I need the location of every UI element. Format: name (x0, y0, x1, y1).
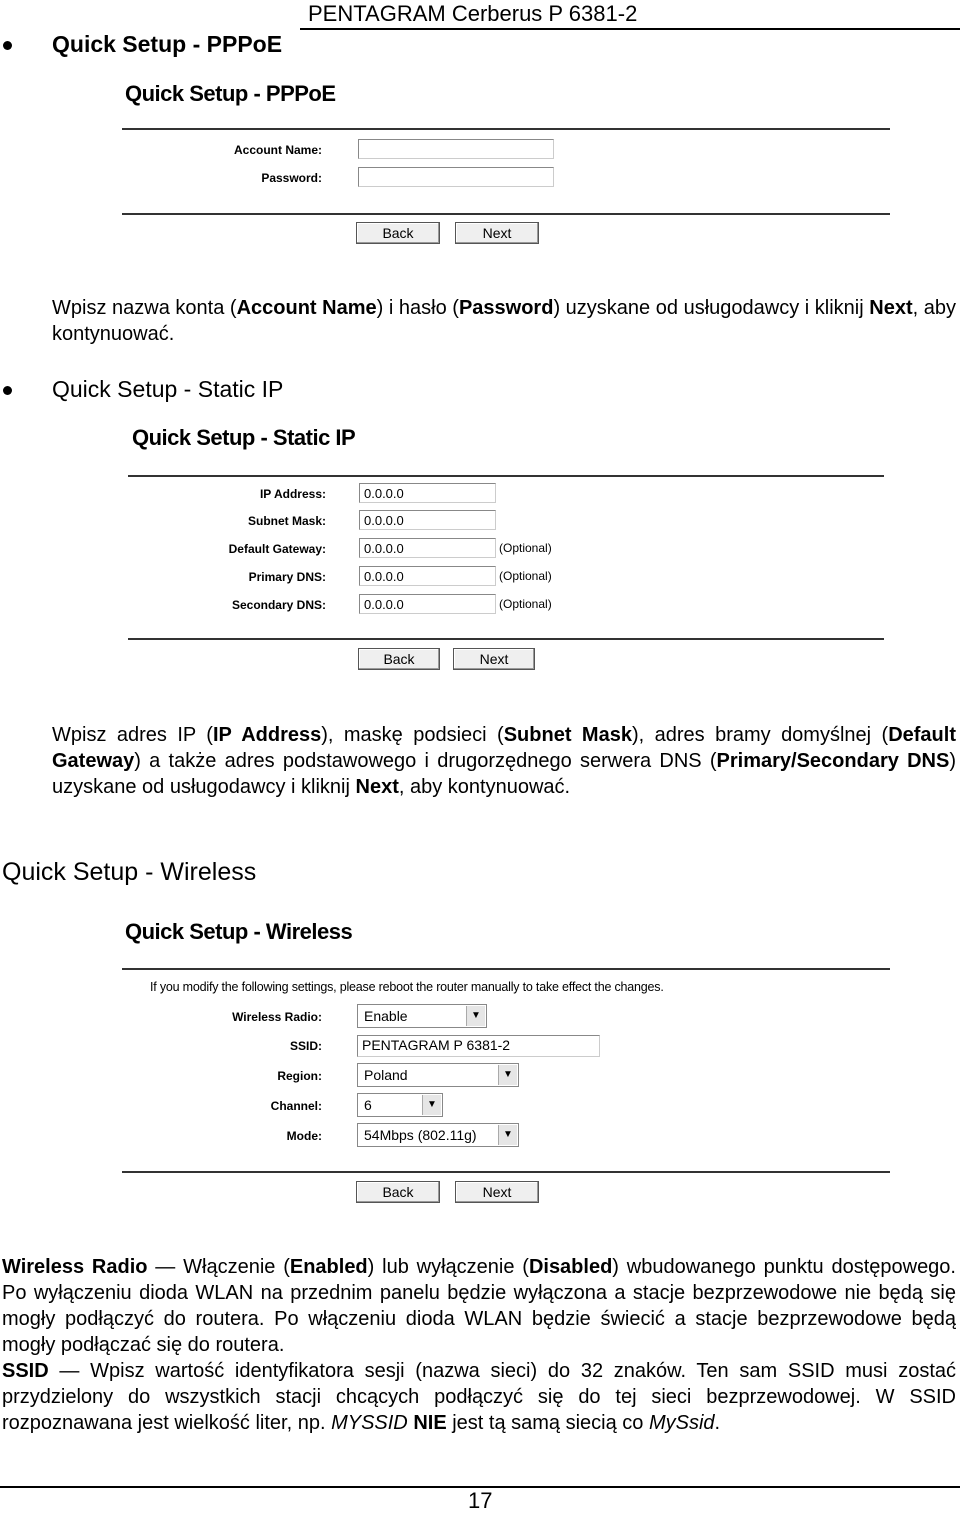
static-ip-description: Wpisz adres IP (IP Address), maskę podsieci (Subnet Mask), adres bramy domyślnej (Default Gateway) a także adres podstawowego i drugorzędnego serwera DNS (Primary/Secondary DNS) uzyskane od usługodawcy i kliknij Next, aby kontynuować. (52, 724, 956, 798)
wireless-bottom-rule (122, 1171, 890, 1173)
chevron-down-icon: ▼ (498, 1065, 517, 1085)
secondary-dns-optional-note: (Optional) (499, 597, 552, 611)
section-heading-static-ip: Quick Setup - Static IP (52, 376, 284, 402)
static-ip-back-button[interactable]: Back (358, 648, 440, 670)
reboot-notice: If you modify the following settings, please reboot the router manually to take effect the changes. (150, 980, 664, 994)
ssid-label: SSID: (289, 1039, 322, 1053)
bullet-static-ip (3, 386, 12, 395)
ip-address-input[interactable]: 0.0.0.0 (359, 483, 496, 503)
wireless-radio-select[interactable] (357, 1004, 487, 1028)
page-number: 17 (468, 1488, 493, 1513)
bullet-pppoe (3, 41, 12, 50)
section-heading-wireless: Quick Setup - Wireless (2, 858, 257, 886)
wireless-back-button[interactable]: Back (356, 1181, 440, 1203)
wireless-top-rule (122, 968, 890, 970)
static-ip-next-button[interactable]: Next (453, 648, 535, 670)
pppoe-description: Wpisz nazwa konta (Account Name) i hasło (Password) uzyskane od usługodawcy i kliknij Next, aby kontynuować. (52, 297, 957, 345)
mode-value: 54Mbps (802.11g) (364, 1127, 477, 1143)
wireless-screenshot (122, 916, 892, 1208)
subnet-mask-label: Subnet Mask: (247, 514, 326, 528)
chevron-down-icon: ▼ (498, 1125, 517, 1145)
pppoe-back-button[interactable]: Back (356, 222, 440, 244)
primary-dns-input[interactable]: 0.0.0.0 (359, 566, 496, 586)
region-value: Poland (364, 1067, 408, 1083)
default-gateway-optional-note: (Optional) (499, 541, 552, 555)
static-ip-top-rule (128, 475, 884, 477)
region-select[interactable] (357, 1063, 519, 1087)
account-name-input[interactable] (358, 139, 554, 159)
wireless-radio-description: Wireless Radio — Włączenie (Enabled) lub wyłączenie (Disabled) wbudowanego punktu dostępowego. Po wyłączeniu dioda WLAN na przednim panelu będzie wyłączona a stacje bezprzewodowe nie będą się mogły podłączyć do routera. Po włączeniu dioda WLAN będzie świecić a stacje bezprzewodowe będą mogły podłączać się do routera. (2, 1256, 956, 1356)
channel-select[interactable] (357, 1093, 443, 1117)
secondary-dns-label: Secondary DNS: (231, 598, 326, 612)
channel-label: Channel: (270, 1099, 322, 1113)
ip-address-label: IP Address: (259, 487, 326, 501)
primary-dns-optional-note: (Optional) (499, 569, 552, 583)
pppoe-screenshot-title: Quick Setup - PPPoE (125, 81, 336, 106)
account-name-label: Account Name: (233, 143, 322, 157)
password-input[interactable] (358, 167, 554, 187)
header-divider (300, 28, 960, 30)
password-label: Password: (261, 171, 322, 185)
section-heading-pppoe: Quick Setup - PPPoE (52, 31, 283, 57)
pppoe-screenshot (122, 78, 892, 248)
default-gateway-input[interactable]: 0.0.0.0 (359, 538, 496, 558)
wireless-radio-value: Enable (364, 1008, 408, 1024)
secondary-dns-input[interactable]: 0.0.0.0 (359, 594, 496, 614)
region-label: Region: (277, 1069, 322, 1083)
static-ip-bottom-rule (128, 638, 884, 640)
mode-label: Mode: (286, 1129, 322, 1143)
default-gateway-label: Default Gateway: (228, 542, 326, 556)
primary-dns-label: Primary DNS: (248, 570, 326, 584)
ssid-description: SSID — Wpisz wartość identyfikatora sesji (nazwa sieci) do 32 znaków. Ten sam SSID musi zostać przydzielony do wszystkich stacji chcących podłączyć się do tej sieci bezprzewodowej. W SSID rozpoznawana jest wielkość liter, np. MYSSID NIE jest tą samą siecią co MySsid. (2, 1360, 956, 1434)
pppoe-bottom-rule (122, 213, 890, 215)
document-header-title: PENTAGRAM Cerberus P 6381-2 (308, 1, 638, 26)
chevron-down-icon: ▼ (422, 1095, 441, 1115)
wireless-screenshot-title: Quick Setup - Wireless (125, 919, 353, 944)
wireless-radio-label: Wireless Radio: (232, 1010, 322, 1024)
ssid-input[interactable]: PENTAGRAM P 6381-2 (357, 1035, 600, 1057)
mode-select[interactable] (357, 1123, 519, 1147)
subnet-mask-input[interactable]: 0.0.0.0 (359, 510, 496, 530)
channel-value: 6 (364, 1097, 372, 1113)
static-ip-screenshot-title: Quick Setup - Static IP (132, 425, 356, 450)
chevron-down-icon: ▼ (466, 1006, 485, 1026)
pppoe-top-rule (122, 128, 890, 130)
pppoe-next-button[interactable]: Next (455, 222, 539, 244)
wireless-next-button[interactable]: Next (455, 1181, 539, 1203)
static-ip-screenshot (128, 422, 888, 674)
